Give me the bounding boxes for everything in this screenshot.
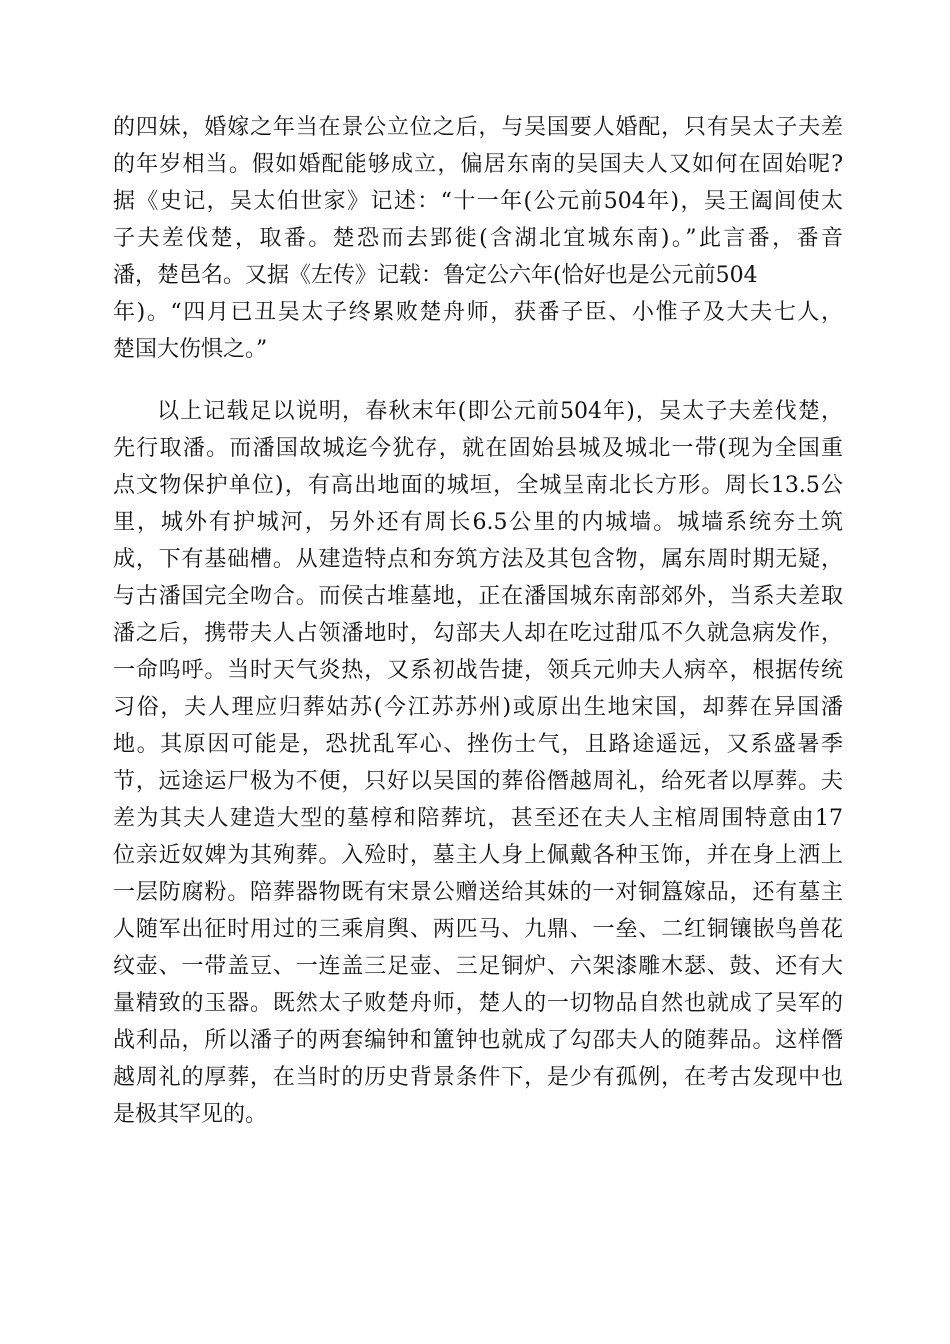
text-line: 成，下有基础槽。从建造特点和夯筑方法及其包含物，属东周时期无疑， — [113, 547, 843, 572]
text-line: 与古潘国完全吻合。而侯古堆墓地，正在潘国城东南部郊外，当系夫差取 — [113, 584, 843, 609]
text-line: 越周礼的厚葬，在当时的历史背景条件下，是少有孤例，在考古发现中也 — [113, 1065, 843, 1090]
text-line: 的年岁相当。假如婚配能够成立，偏居东南的吴国夫人又如何在固始呢? — [113, 152, 843, 177]
text-line: 习俗，夫人理应归葬姑苏(今江苏苏州)或原出生地宋国，却葬在异国潘 — [113, 695, 843, 720]
text-line: 里，城外有护城河，另外还有周长6.5公里的内城墙。城墙系统夯土筑 — [113, 510, 843, 535]
text-line: 人随军出征时用过的三乘肩舆、两匹马、九鼎、一垒、二红铜镶嵌鸟兽花 — [113, 917, 843, 942]
text-line: 先行取潘。而潘国故城迄今犹存，就在固始县城及城北一带(现为全国重 — [113, 436, 843, 461]
text-line: 量精致的玉器。既然太子败楚舟师，楚人的一切物品自然也就成了吴军的 — [113, 991, 843, 1016]
text-line: 楚国大伤惧之。” — [113, 337, 268, 362]
text-line: 节，远途运尸极为不便，只好以吴国的葬俗僭越周礼，给死者以厚葬。夫 — [113, 769, 843, 794]
text-line: 以上记载足以说明，春秋末年(即公元前504年)，吴太子夫差伐楚， — [157, 399, 843, 424]
text-line: 点文物保护单位)，有高出地面的城垣，全城呈南北长方形。周长13.5公 — [113, 473, 843, 498]
text-line: 是极其罕见的。 — [113, 1102, 268, 1127]
text-line: 据《史记，吴太伯世家》记述：“十一年(公元前504年)，吴王阖闾使太 — [113, 189, 843, 214]
text-line: 一层防腐粉。陪葬器物既有宋景公赠送给其妹的一对铜簋嫁品，还有墓主 — [113, 880, 843, 905]
text-line: 潘之后，携带夫人占领潘地时，勾部夫人却在吃过甜瓜不久就急病发作， — [113, 621, 843, 646]
text-line: 位亲近奴婢为其殉葬。入殓时，墓主人身上佩戴各种玉饰，并在身上洒上 — [113, 843, 843, 868]
text-line: 地。其原因可能是，恐扰乱军心、挫伤士气，且路途遥远，又系盛暑季 — [113, 732, 843, 757]
text-line: 的四妹，婚嫁之年当在景公立位之后，与吴国要人婚配，只有吴太子夫差 — [113, 115, 843, 140]
text-line: 纹壶、一带盖豆、一连盖三足壶、三足铜炉、六架漆雕木瑟、鼓、还有大 — [113, 954, 843, 979]
text-line: 差为其夫人建造大型的墓椁和陪葬坑，甚至还在夫人主棺周围特意由17 — [113, 806, 843, 831]
text-line: 战利品，所以潘子的两套编钟和簠钟也就成了勾邵夫人的随葬品。这样僭 — [113, 1028, 843, 1053]
text-line: 潘，楚邑名。又据《左传》记载：鲁定公六年(恰好也是公元前504 — [113, 263, 758, 288]
text-line: 一命呜呼。当时天气炎热，又系初战告捷，领兵元帅夫人病卒，根据传统 — [113, 658, 843, 683]
text-line: 子夫差伐楚，取番。楚恐而去郢徙(含湖北宜城东南)。”此言番，番音 — [113, 226, 843, 251]
paragraph-1 — [113, 109, 843, 368]
text-line: 年)。“四月已丑吴太子终累败楚舟师，获番子臣、小惟子及大夫七人， — [113, 300, 843, 325]
paragraph-2 — [113, 393, 843, 1133]
